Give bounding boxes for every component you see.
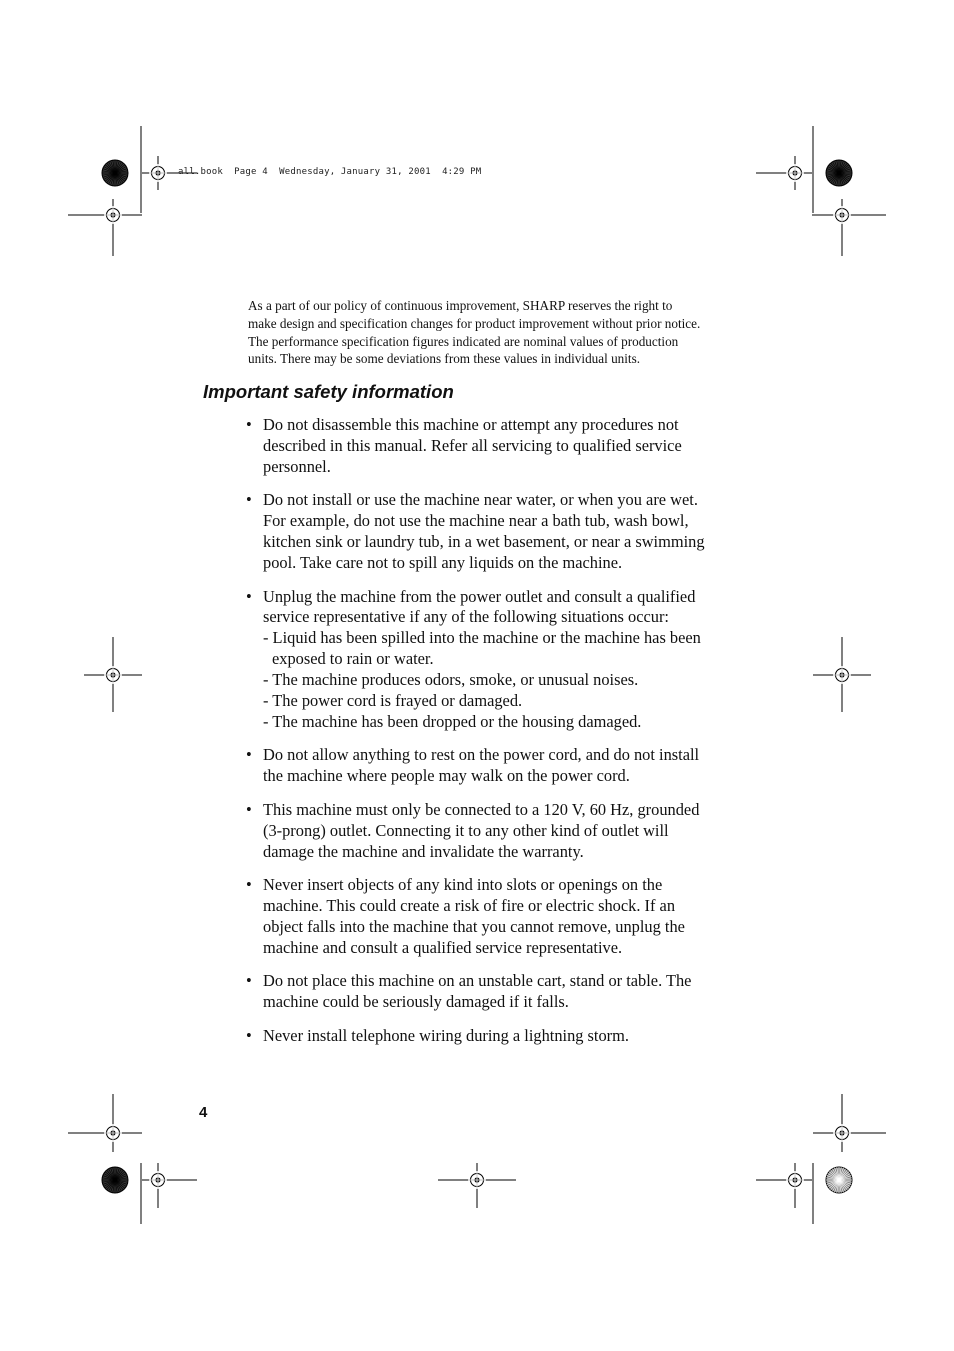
item-line: Never install telephone wiring during a lightning storm. — [263, 1025, 629, 1045]
section-heading: Important safety information — [203, 381, 454, 402]
list-item — [246, 415, 746, 478]
bullet: • — [246, 799, 252, 819]
list-item — [246, 971, 746, 1013]
list-item — [246, 1026, 746, 1047]
item-line: described in this manual. Refer all servicing to qualified service — [263, 435, 682, 455]
sub-item-line: - The machine has been dropped or the housing damaged. — [263, 711, 642, 731]
list-item — [246, 587, 746, 733]
bullet: • — [246, 586, 252, 606]
bullet: • — [246, 971, 252, 991]
intro-line: The performance specification figures indicated are nominal values of production — [248, 333, 679, 349]
item-line: This machine must only be connected to a 120 V, 60 Hz, grounded — [263, 799, 700, 819]
item-line: Do not disassemble this machine or attempt any procedures not — [263, 415, 679, 434]
intro-paragraph — [248, 297, 748, 368]
item-line: personnel. — [263, 456, 331, 476]
item-line: Unplug the machine from the power outlet and consult a qualified — [263, 586, 696, 606]
bullet: • — [246, 490, 252, 510]
page-number: 4 — [199, 1104, 208, 1121]
list-item — [246, 745, 746, 787]
item-line: machine. This could create a risk of fire or electric shock. If an — [263, 896, 676, 916]
bullet: • — [246, 415, 252, 434]
intro-line: make design and specification changes for product improvement without prior notice. — [248, 315, 701, 331]
sub-item-line: exposed to rain or water. — [272, 649, 434, 669]
item-line: For example, do not use the machine near a bath tub, wash bowl, — [263, 511, 689, 531]
sub-item-line: - The power cord is frayed or damaged. — [263, 691, 523, 711]
file-stamp-header: all.book Page 4 Wednesday, January 31, 2001 4:29 PM — [178, 167, 482, 177]
item-line: the machine where people may walk on the power cord. — [263, 766, 630, 786]
sub-item-line: - Liquid has been spilled into the machine or the machine has been — [263, 628, 701, 648]
intro-line: units. There may be some deviations from these values in individual units. — [248, 351, 641, 367]
item-line: machine could be seriously damaged if it falls. — [263, 992, 569, 1012]
item-line: Do not allow anything to rest on the power cord, and do not install — [263, 745, 700, 765]
item-line: Do not place this machine on an unstable cart, stand or table. The — [263, 971, 692, 991]
intro-line: As a part of our policy of continuous improvement, SHARP reserves the right to — [248, 298, 673, 313]
item-line: damage the machine and invalidate the warranty. — [263, 841, 584, 861]
item-line: (3-prong) outlet. Connecting it to any other kind of outlet will — [263, 820, 669, 840]
item-line: object falls into the machine that you cannot remove, unplug the — [263, 917, 685, 936]
safety-list — [246, 415, 746, 1059]
item-line: pool. Take care not to spill any liquids on the machine. — [263, 553, 623, 573]
item-line: kitchen sink or laundry tub, in a wet basement, or near a swimming — [263, 532, 705, 552]
list-item — [246, 800, 746, 863]
list-item — [246, 875, 746, 959]
bullet: • — [246, 1025, 252, 1045]
list-item — [246, 490, 746, 574]
bullet: • — [246, 745, 252, 765]
item-line: machine and consult a qualified service representative. — [263, 937, 623, 957]
item-line: Never insert objects of any kind into slots or openings on the — [263, 875, 663, 895]
item-line: Do not install or use the machine near water, or when you are wet. — [263, 490, 698, 510]
item-line: service representative if any of the following situations occur: — [263, 607, 669, 627]
bullet: • — [246, 875, 252, 895]
sub-item-line: - The machine produces odors, smoke, or unusual noises. — [263, 670, 639, 690]
